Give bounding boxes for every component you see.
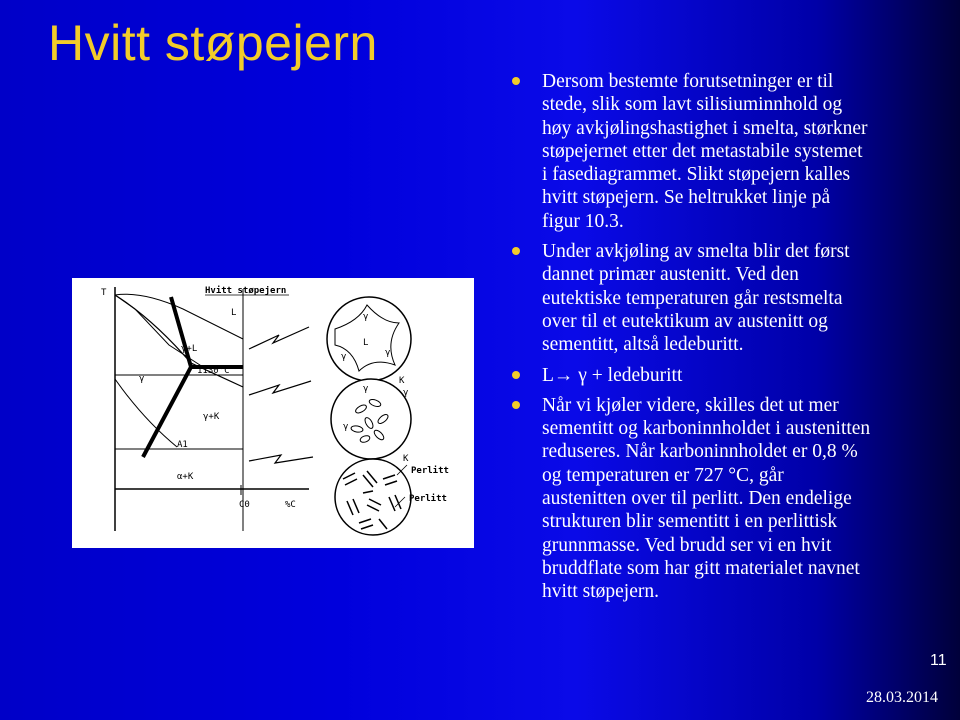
bullet-item (512, 364, 872, 387)
label-perlitt-2: Perlitt (409, 494, 447, 504)
label-L: L (231, 308, 237, 318)
bullet-item (512, 70, 872, 233)
bullet-dot-icon (512, 371, 520, 379)
phase-diagram-figure (72, 278, 474, 548)
label-pct-C: %C (285, 500, 296, 510)
label-circle1-gamma-right: γ (385, 348, 391, 358)
bullet-item (512, 394, 872, 604)
label-circle2-gamma-left: γ (343, 422, 349, 432)
slide-date: 28.03.2014 (866, 689, 938, 706)
bullet-dot-icon (512, 247, 520, 255)
label-C0: C0 (239, 500, 250, 510)
label-A1: A1 (177, 440, 188, 450)
label-eutectic-temp: 1130°C (197, 366, 230, 376)
bullet-item (512, 240, 872, 356)
label-circle2-gamma-top: γ (363, 384, 369, 394)
figure-caption: Hvitt støpejern (205, 286, 287, 296)
label-perlitt-1: Perlitt (411, 466, 449, 476)
bullet-text: Dersom bestemte forutsetninger er til stede, slik som lavt silisiuminnhold og høy avkjølingshastighet i smelta, størkner støpejernet etter det metastabile systemet i fasediagrammet. Slikt støpejern kalles hvitt støpejern. Se heltrukket linje på figur 10.3. (542, 71, 868, 232)
page-number: 11 (930, 652, 947, 669)
label-circle1-gamma-left: γ (341, 352, 347, 362)
label-alpha-K: α+K (177, 472, 194, 482)
bullet-text: L→ γ + ledeburitt (542, 364, 683, 386)
label-gamma: γ (139, 374, 145, 384)
label-gamma-L: γ+L (181, 344, 198, 354)
label-circle3-K: K (403, 454, 409, 464)
label-gamma-K: γ+K (203, 412, 220, 422)
bullet-text: Under avkjøling av smelta blir det først dannet primær austenitt. Ved den eutektiske temperaturen går restsmelta over til et eutektikum av austenitt og sementitt, altså ledeburitt. (542, 241, 850, 356)
label-circle2-K: K (399, 376, 405, 386)
bullet-dot-icon (512, 401, 520, 409)
label-circle2-gamma-right: γ (403, 388, 409, 398)
bullet-list (512, 70, 872, 611)
label-circle1-gamma-top: γ (363, 312, 369, 322)
phase-diagram-svg (73, 279, 473, 547)
label-circle1-L: L (363, 338, 369, 348)
bullet-dot-icon (512, 77, 520, 85)
slide-title: Hvitt støpejern (48, 15, 378, 71)
label-T: T (101, 288, 107, 298)
bullet-text: Når vi kjøler videre, skilles det ut mer sementitt og karboninnholdet i austenitten reduseres. Når karboninnholdet er 0,8 % og temperaturen er 727 °C, går austenitten over til perlitt. Den endelige strukturen blir sementitt i en perlittisk grunnmasse. Ved brudd ser vi en hvit bruddflate som har gitt materialet navnet hvitt støpejern. (542, 394, 871, 603)
